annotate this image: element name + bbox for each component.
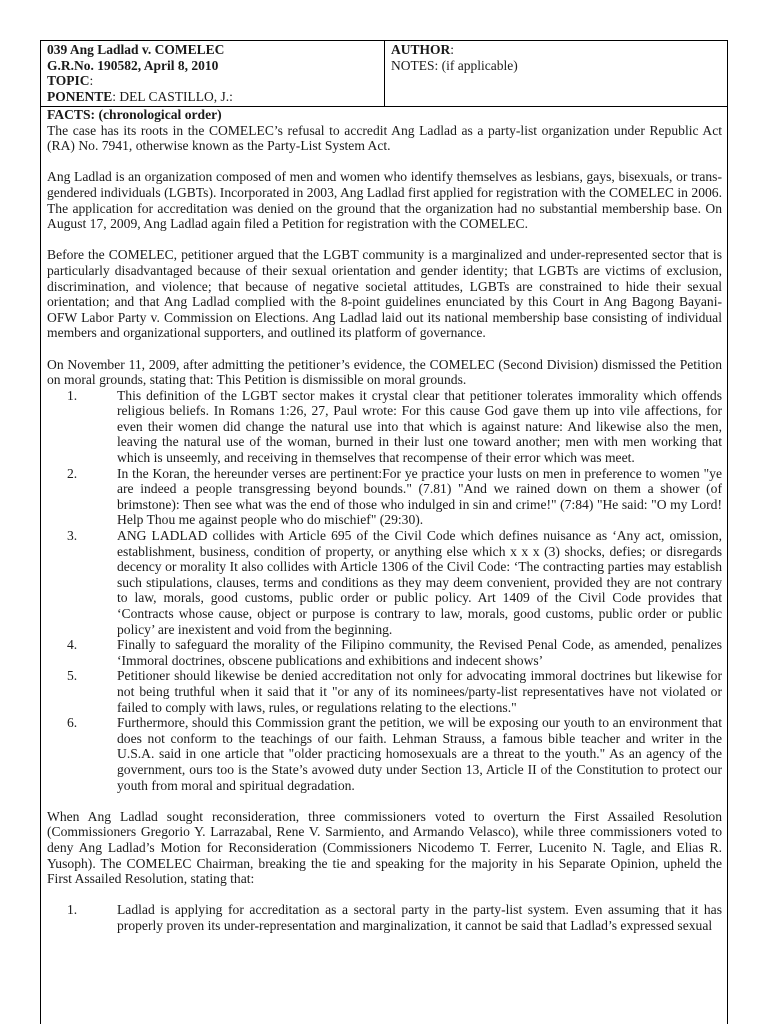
list-item [47, 388, 722, 466]
author-label: AUTHOR [391, 42, 451, 57]
facts-paragraph-4: On November 11, 2009, after admitting the petitioner’s evidence, the COMELEC (Second Division) dismissed the Petition on moral grounds, stating that: This Petition is dismissible on moral grounds. [47, 356, 722, 388]
ponente-label: PONENTE [47, 88, 113, 104]
item-number: 6. [67, 715, 78, 731]
item-number: 2. [67, 465, 78, 481]
list-item [47, 902, 722, 933]
item-text: Furthermore, should this Commission grant the petition, we will be exposing our youth to an environment that does not conform to the teachings of our faith. Lehman Strauss, a famous bible teacher and writer in the U.S.A. said in one article that "older practicing homosexuals are a threat to the youth." As an agency of the government, ours too is the State’s avowed duty under Section 13, Article II of the Constitution to protect our youth from moral and spiritual degradation. [117, 715, 722, 793]
dismissal-grounds-list [47, 388, 722, 793]
list-item [47, 668, 722, 715]
topic-line [47, 73, 378, 89]
case-digest-page [40, 40, 728, 1024]
facts-title: FACTS: (chronological order) [47, 107, 222, 122]
item-number: 4. [67, 637, 78, 653]
topic-label: TOPIC [47, 73, 90, 88]
topic-suffix: : [89, 73, 94, 88]
facts-paragraph-2: Ang Ladlad is an organization composed of men and women who identify themselves as lesbians, gays, bisexuals, or trans-gendered individuals (LGBTs). Incorporated in 2003, Ang Ladlad first applied for registration with the COMELEC in 2006. The application for accreditation was denied on the ground that the organization had no substantial membership base. On August 17, 2009, Ang Ladlad again filed a Petition for registration with the COMELEC. [47, 169, 722, 232]
item-number: 3. [67, 528, 78, 544]
facts-paragraph-3: Before the COMELEC, petitioner argued that the LGBT community is a marginalized and under-represented sector that is particularly disadvantaged because of their sexual orientation and gender identity; that LGBTs are victims of exclusion, discrimination, and violence; that because of negative societal attitudes, LGBTs are constrained to hide their sexual orientation; and that Ang Ladlad complied with the 8-point guidelines enunciated by this Court in Ang Bagong Bayani-OFW Labor Party v. Commission on Elections. Ang Ladlad laid out its national membership base consisting of individual members and organizational supporters, and outlined its platform of governance. [47, 247, 722, 341]
facts-section [41, 107, 727, 933]
case-title: 039 Ang Ladlad v. COMELEC [47, 42, 225, 57]
item-number: 1. [67, 902, 78, 918]
list-item [47, 466, 722, 528]
item-text: In the Koran, the hereunder verses are pertinent:For ye practice your lusts on men in preference to women "ye are indeed a people transgressing beyond bounds." (7.81) "And we rained down on them a shower (of brimstone): Then see what was the end of those who indulged in sin and crime!" (7:84) "He said: "O my Lord! Help Thou me against people who do mischief" (29:30). [117, 465, 722, 528]
ponente-line [47, 89, 378, 105]
facts-paragraph-5: When Ang Ladlad sought reconsideration, three commissioners voted to overturn the First Assailed Resolution (Commissioners Gregorio Y. Larrazabal, Rene V. Sarmiento, and Armando Velasco), while three commissioners voted to deny Ang Ladlad’s Motion for Reconsideration (Commissioners Nicodemo T. Ferrer, Lucenito N. Tagle, and Elias R. Yusoph). The COMELEC Chairman, breaking the tie and speaking for the majority in his Separate Opinion, upheld the First Assailed Resolution, stating that: [47, 808, 722, 887]
list-item [47, 528, 722, 637]
list-item [47, 637, 722, 668]
case-info-cell [41, 41, 385, 106]
author-suffix: : [450, 42, 455, 57]
case-header-table [41, 41, 727, 107]
item-text: This definition of the LGBT sector makes it crystal clear that petitioner tolerates immorality which offends religious beliefs. In Romans 1:26, 27, Paul wrote: For this cause God gave them up into vile affections, for even their women did change the natural use into that which is against nature: And likewise also the men, leaving the natural use of the woman, burned in their lust one toward another; men with men working that which is unseemly, and receiving in themselves that recompense of their error which was meet. [117, 387, 722, 466]
item-text: Finally to safeguard the morality of the Filipino community, the Revised Penal Code, as amended, penalizes ‘Immoral doctrines, obscene publications and exhibitions and indecent shows’ [117, 637, 722, 668]
list-item [47, 715, 722, 793]
gr-number: G.R.No. 190582, April 8, 2010 [47, 57, 219, 73]
item-text: Ladlad is applying for accreditation as a sectoral party in the party-list system. Even assuming that it has properly proven its under-representation and marginalization, it cannot be said that Ladlad’s expressed sexual [117, 902, 722, 933]
item-text: Petitioner should likewise be denied accreditation not only for advocating immoral doctrines but likewise for not being truthful when it said that it "or any of its nominees/party-list representatives have not violated or failed to comply with laws, rules, or regulations relating to the elections." [117, 668, 722, 715]
chairman-opinion-list [47, 902, 722, 933]
item-number: 5. [67, 668, 78, 684]
author-line [391, 42, 721, 58]
ponente-value: : DEL CASTILLO, J.: [112, 88, 233, 104]
facts-paragraph-1: The case has its roots in the COMELEC’s refusal to accredit Ang Ladlad as a party-list organization under Republic Act (RA) No. 7941, otherwise known as the Party-List System Act. [47, 122, 722, 154]
notes-line: NOTES: (if applicable) [391, 57, 518, 73]
author-cell [385, 41, 727, 106]
item-text: ANG LADLAD collides with Article 695 of the Civil Code which defines nuisance as ‘Any act, omission, establishment, business, condition of property, or anything else which x x x (3) shocks, defies; or disregards decency or morality It also collides with Article 1306 of the Civil Code: ‘The contracting parties may establish such stipulations, clauses, terms and conditions as they may deem convenient, provided they are not contrary to law, morals, good customs, public order or public policy. Art 1409 of the Civil Code provides that ‘Contracts whose cause, object or purpose is contrary to law, morals, good customs, public order or public policy’ are inexistent and void from the beginning. [117, 528, 722, 637]
item-number: 1. [67, 387, 78, 403]
